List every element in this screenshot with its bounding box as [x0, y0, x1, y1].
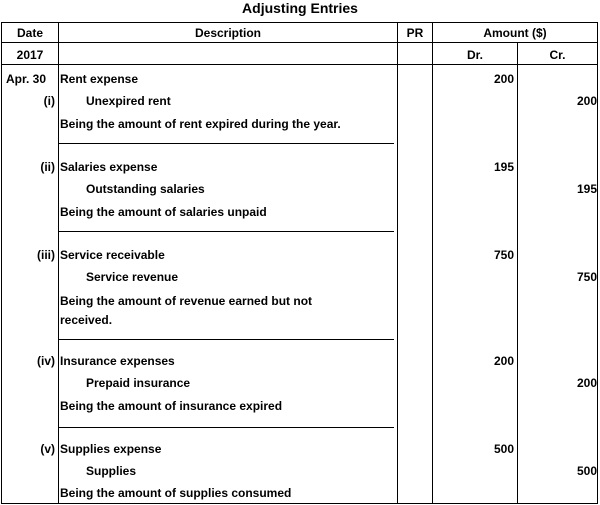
header-date: Date [16, 26, 43, 40]
debit-account: Rent expense [60, 72, 139, 86]
debit-account: Supplies expense [60, 442, 162, 456]
credit-account: Outstanding salaries [86, 182, 205, 196]
debit-amount: 500 [493, 442, 514, 456]
credit-amount: 500 [576, 464, 597, 478]
narration: Being the amount of salaries unpaid [60, 205, 267, 219]
credit-account: Prepaid insurance [86, 376, 191, 390]
credit-account: Service revenue [86, 270, 179, 284]
credit-amount: 200 [576, 376, 597, 390]
year: 2017 [16, 48, 44, 62]
entry-separator [59, 427, 394, 428]
entry-ref: (ii) [40, 160, 55, 174]
narration: Being the amount of rent expired during the year. [60, 117, 341, 131]
header-cr: Cr. [549, 48, 566, 62]
debit-account: Insurance expenses [60, 354, 175, 368]
header-dr: Dr. [466, 48, 483, 62]
debit-account: Salaries expense [60, 160, 158, 174]
debit-amount: 195 [493, 160, 514, 174]
debit-amount: 200 [493, 72, 514, 86]
header-rule [2, 42, 597, 43]
divider-date [58, 23, 59, 503]
entry-ref: (iv) [37, 354, 55, 368]
credit-account: Supplies [86, 464, 137, 478]
entry-separator [59, 339, 394, 340]
credit-account: Unexpired rent [86, 94, 171, 108]
header-description: Description [194, 26, 261, 40]
journal-table [1, 22, 598, 504]
entry-ref: (i) [43, 94, 55, 108]
entry-ref: (iii) [37, 248, 55, 262]
subheader-rule [2, 64, 597, 65]
debit-amount: 200 [493, 354, 514, 368]
entry-separator [59, 143, 394, 144]
divider-description [397, 23, 398, 503]
page-title: Adjusting Entries [242, 0, 358, 16]
narration: Being the amount of revenue earned but not received. [60, 294, 313, 327]
narration: Being the amount of supplies consumed [60, 486, 292, 500]
credit-amount: 195 [576, 182, 597, 196]
divider-pr [432, 23, 433, 503]
header-amount: Amount ($) [483, 26, 547, 40]
entry-ref: (v) [40, 442, 55, 456]
header-pr: PR [406, 26, 424, 40]
debit-account: Service receivable [60, 248, 165, 262]
debit-amount: 750 [493, 248, 514, 262]
narration: Being the amount of insurance expired [60, 399, 283, 413]
credit-amount: 750 [576, 270, 597, 284]
entry-separator [59, 231, 394, 232]
credit-amount: 200 [576, 94, 597, 108]
entry-date: Apr. 30 [6, 72, 47, 86]
